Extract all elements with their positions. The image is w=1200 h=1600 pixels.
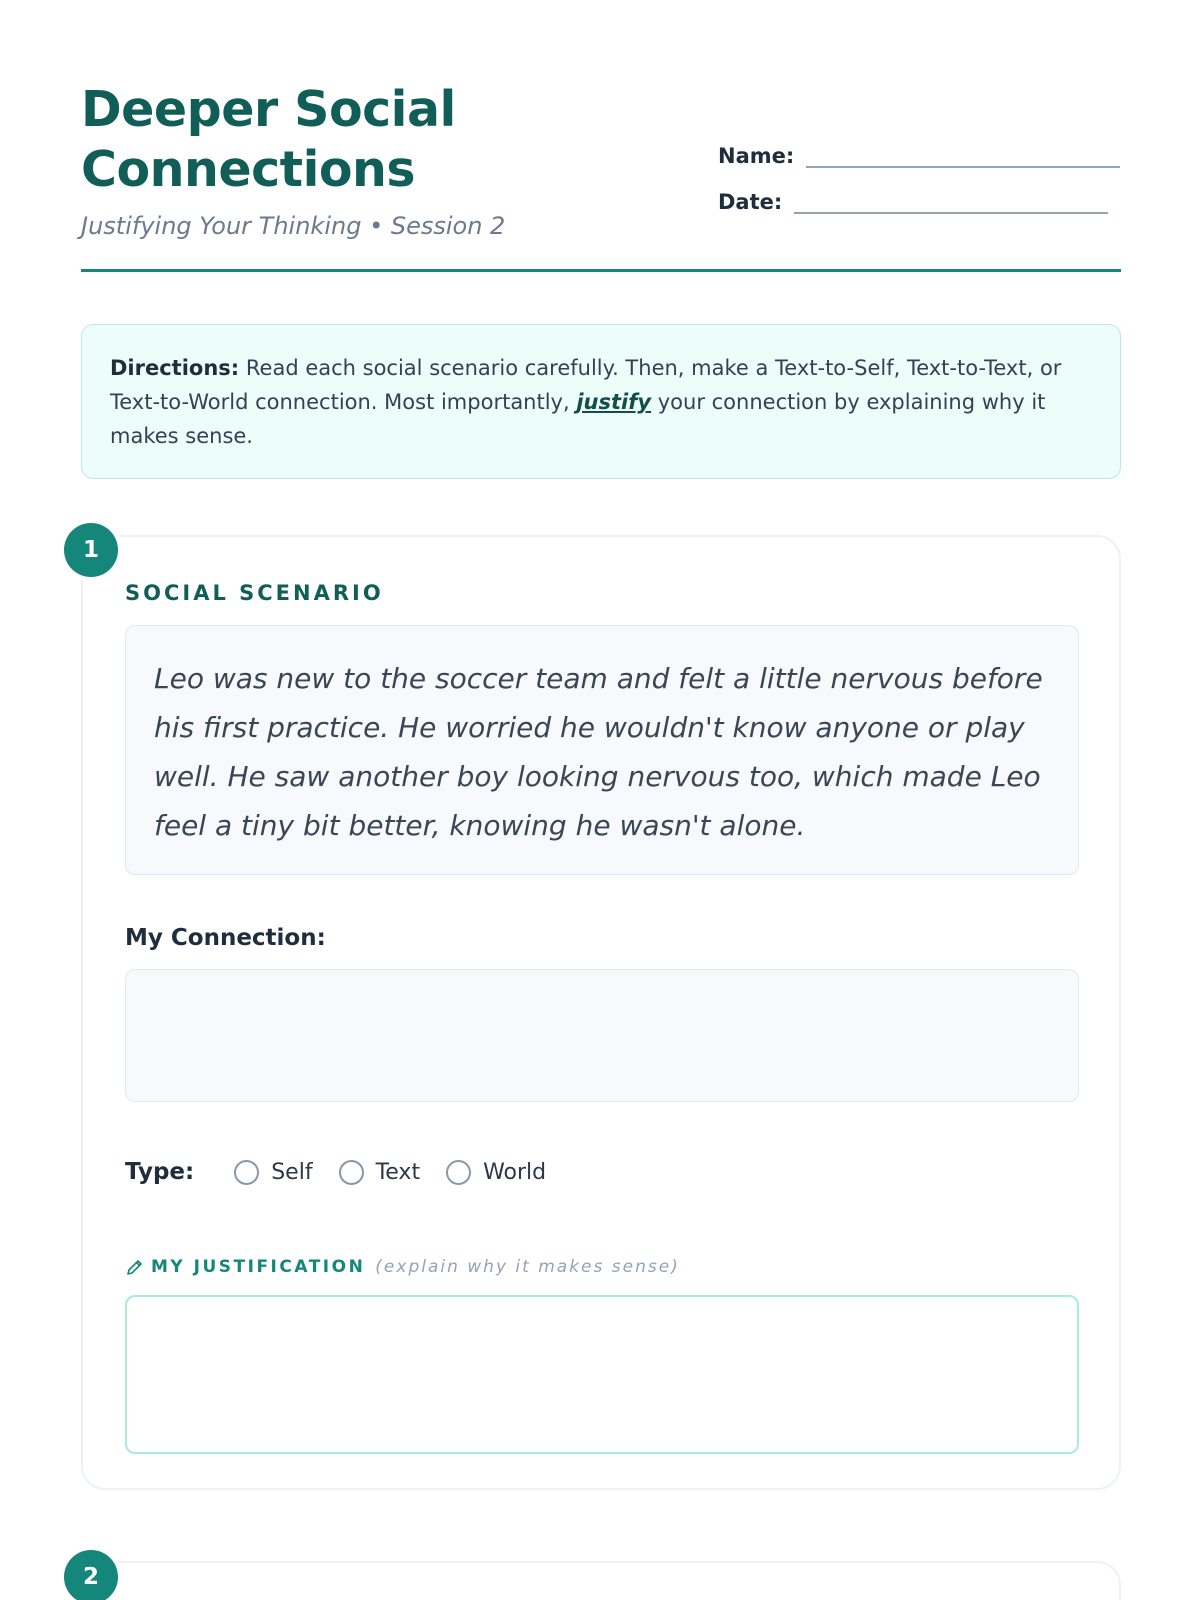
name-row <box>718 122 1120 168</box>
section-heading: SOCIAL SCENARIO <box>125 581 384 605</box>
scenario-text: Leo was new to the soccer team and felt a little nervous before his first practice. He worried he wouldn't know anyone or play well. He saw another boy looking nervous too, which made Leo feel a tiny bit better, knowing he wasn't alone. <box>125 625 1079 875</box>
type-option-world[interactable] <box>446 1160 546 1185</box>
justification-input[interactable] <box>125 1295 1079 1454</box>
scenario-card-2 <box>81 1561 1121 1600</box>
radio-world[interactable] <box>446 1160 471 1185</box>
page-subtitle: Justifying Your Thinking • Session 2 <box>81 212 506 240</box>
date-label: Date: <box>718 190 783 214</box>
radio-text[interactable] <box>339 1160 364 1185</box>
directions-label: Directions: <box>110 356 240 380</box>
directions-text-after: your connection by explaining why it makes sense. <box>110 390 1046 448</box>
type-selector <box>125 1152 572 1192</box>
date-row <box>718 168 1120 214</box>
radio-self[interactable] <box>234 1160 259 1185</box>
directions-keyword: justify <box>576 390 652 414</box>
scenario-number-badge-2: 2 <box>64 1550 118 1600</box>
justification-hint: (explain why it makes sense) <box>375 1257 680 1277</box>
type-option-label: World <box>483 1159 547 1185</box>
title-line-2: Connections <box>81 141 416 198</box>
scenario-card <box>81 535 1121 1490</box>
type-option-label: Text <box>375 1159 421 1185</box>
name-field[interactable] <box>806 140 1120 168</box>
type-label: Type: <box>125 1159 195 1185</box>
type-option-text[interactable] <box>339 1160 421 1185</box>
scenario-number-badge: 1 <box>64 523 118 577</box>
pencil-icon <box>125 1257 145 1277</box>
directions-text-before: Read each social scenario carefully. Then, make a Text-to-Self, Text-to-Text, or Text-to-World connection. Most importantly, <box>110 356 1062 414</box>
title-line-1: Deeper Social <box>81 81 456 138</box>
justification-heading <box>125 1257 680 1277</box>
directions-box <box>81 324 1121 479</box>
type-option-self[interactable] <box>234 1160 312 1185</box>
worksheet-header <box>81 80 1121 272</box>
connection-input[interactable] <box>125 969 1079 1102</box>
name-label: Name: <box>718 144 795 168</box>
connection-label: My Connection: <box>125 925 326 951</box>
type-option-label: Self <box>271 1159 313 1185</box>
date-field[interactable] <box>794 186 1108 214</box>
student-info <box>718 122 1120 214</box>
justification-title: MY JUSTIFICATION <box>151 1257 366 1277</box>
